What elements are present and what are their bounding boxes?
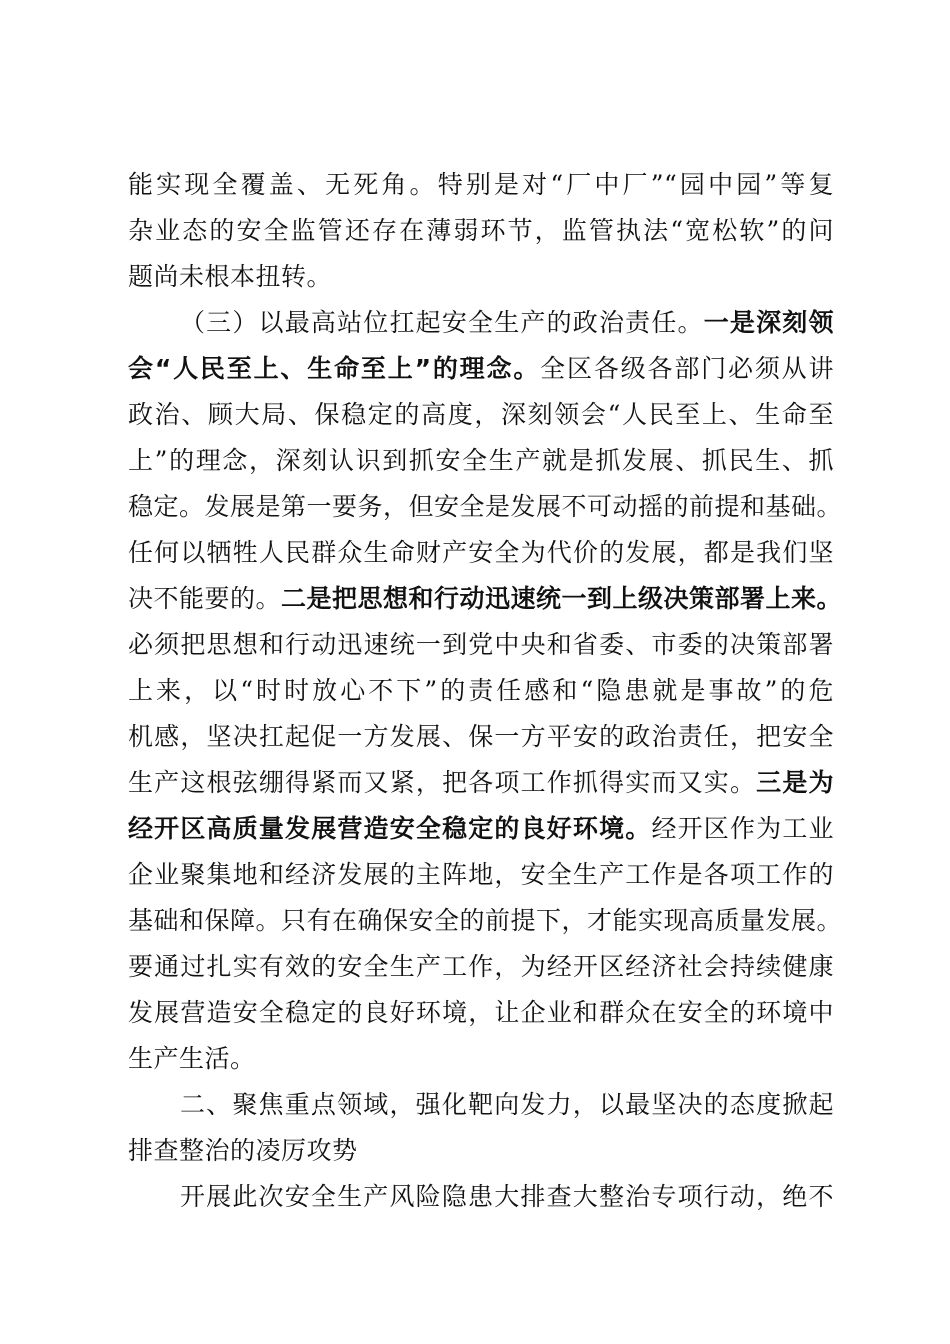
text-line-21: 二、聚焦重点领域，强化靶向发力，以最坚决的态度掀起 [180, 1090, 834, 1119]
text-line-20: 生产生活。 [128, 1044, 256, 1073]
text-line-12: 上来，以“时时放心不下”的责任感和“隐患就是事故”的危 [128, 676, 834, 705]
text-line-15: 经开区高质量发展营造安全稳定的良好环境。经开区作为工业 [128, 814, 834, 843]
text-line-9: 任何以牺牲人民群众生命财产安全为代价的发展，都是我们坚 [128, 538, 834, 567]
text-line-5: 会“人民至上、生命至上”的理念。全区各级各部门必须从讲 [128, 354, 834, 383]
text-line-8: 稳定。发展是第一要务，但安全是发展不可动摇的前提和基础。 [128, 492, 843, 521]
text-line-11: 必须把思想和行动迅速统一到党中央和省委、市委的决策部署 [128, 630, 834, 659]
text-line-10: 决不能要的。二是把思想和行动迅速统一到上级决策部署上来。 [128, 584, 843, 613]
text-line-18: 要通过扎实有效的安全生产工作，为经开区经济社会持续健康 [128, 952, 834, 981]
text-line-13: 机感，坚决扛起促一方发展、保一方平安的政治责任，把安全 [128, 722, 834, 751]
text-line-3: 题尚未根本扭转。 [128, 262, 333, 291]
text-line-17: 基础和保障。只有在确保安全的前提下，才能实现高质量发展。 [128, 906, 843, 935]
text-line-1: 能实现全覆盖、无死角。特别是对“厂中厂”“园中园”等复 [128, 170, 834, 199]
text-line-23: 开展此次安全生产风险隐患大排查大整治专项行动，绝不 [180, 1182, 834, 1211]
text-line-16: 企业聚集地和经济发展的主阵地，安全生产工作是各项工作的 [128, 860, 834, 889]
text-line-19: 发展营造安全稳定的良好环境，让企业和群众在安全的环境中 [128, 998, 834, 1027]
text-line-6: 政治、顾大局、保稳定的高度，深刻领会“人民至上、生命至 [128, 400, 834, 429]
text-line-7: 上”的理念，深刻认识到抓安全生产就是抓发展、抓民生、抓 [128, 446, 834, 475]
text-line-4: （三）以最高站位扛起安全生产的政治责任。一是深刻领 [180, 308, 834, 337]
text-line-14: 生产这根弦绷得紧而又紧，把各项工作抓得实而又实。三是为 [128, 768, 834, 797]
text-line-2: 杂业态的安全监管还存在薄弱环节，监管执法“宽松软”的问 [128, 216, 834, 245]
text-line-22: 排查整治的凌厉攻势 [128, 1136, 358, 1165]
